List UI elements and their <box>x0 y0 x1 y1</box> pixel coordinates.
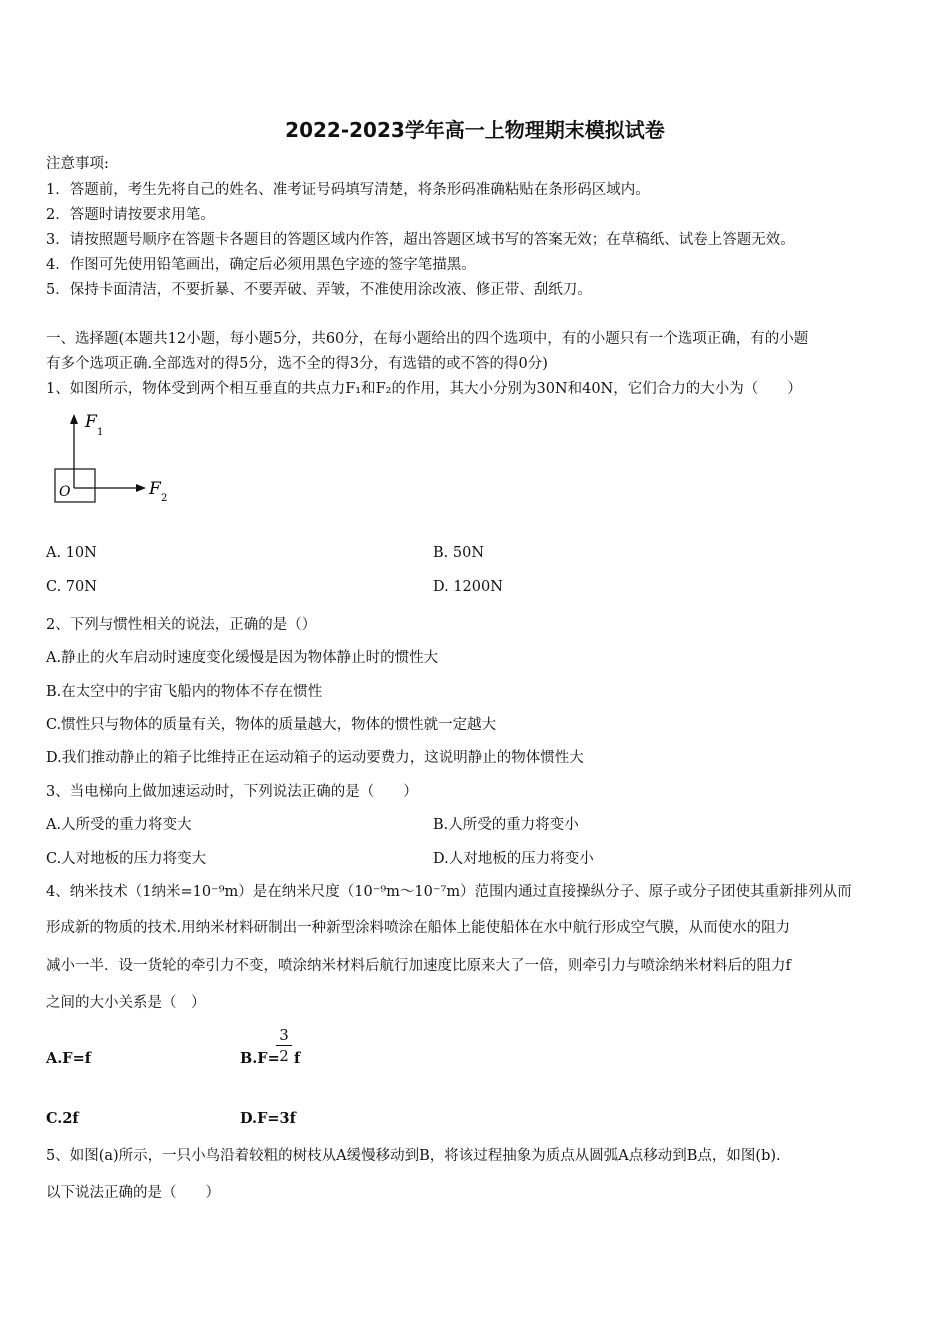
f2-label: F <box>149 479 161 499</box>
fraction-numerator: 3 <box>279 1026 289 1044</box>
q1-option-a[interactable]: A. 10N <box>46 545 97 561</box>
f1-arrowhead <box>70 414 78 424</box>
f2-subscript: 2 <box>161 493 168 504</box>
q4-option-b-suffix: f <box>294 1050 301 1067</box>
q4-stem-line3: 减小一半．设一货轮的牵引力不变，喷涂纳米材料后航行加速度比原来大了一倍，则牵引力与喷涂纳米材料后的阻力f <box>46 958 791 974</box>
q1-force-diagram <box>46 408 186 508</box>
q4-option-c[interactable]: C.2f <box>46 1110 79 1127</box>
q1-option-d[interactable]: D. 1200N <box>433 579 503 595</box>
notice-item-2: 2．答题时请按要求用笔。 <box>46 207 215 223</box>
exam-title: 2022-2023学年高一上物理期末模拟试卷 <box>285 118 665 142</box>
f1-subscript: 1 <box>97 427 104 438</box>
notice-item-3: 3．请按照题号顺序在答题卡各题目的答题区域内作答，超出答题区域书写的答案无效；在草稿纸、试卷上答题无效。 <box>46 232 795 248</box>
notice-heading: 注意事项: <box>46 156 109 172</box>
notice-item-1: 1．答题前，考生先将自己的姓名、准考证号码填写清楚，将条形码准确粘贴在条形码区域内。 <box>46 182 650 198</box>
q4-stem-line1: 4、纳米技术（1纳米=10⁻⁹m）是在纳米尺度（10⁻⁹m～10⁻⁷m）范围内通过直接操纵分子、原子或分子团使其重新排列从而 <box>46 884 852 900</box>
q1-option-c[interactable]: C. 70N <box>46 579 97 595</box>
q3-stem: 3、当电梯向上做加速运动时，下列说法正确的是（ ） <box>46 784 418 800</box>
q3-option-b[interactable]: B.人所受的重力将变小 <box>433 817 579 833</box>
q3-option-c[interactable]: C.人对地板的压力将变大 <box>46 851 207 867</box>
q4-option-b-fraction <box>276 1026 292 1065</box>
q3-option-d[interactable]: D.人对地板的压力将变小 <box>433 851 594 867</box>
section-intro-line2: 有多个选项正确.全部选对的得5分，选不全的得3分，有选错的或不答的得0分) <box>46 356 548 372</box>
f1-label: F <box>85 412 97 432</box>
q2-option-d[interactable]: D.我们推动静止的箱子比维持正在运动箱子的运动要费力，这说明静止的物体惯性大 <box>46 750 584 766</box>
q4-stem-line2: 形成新的物质的技术.用纳米材料研制出一种新型涂料喷涂在船体上能使船体在水中航行形成空气膜，从而使水的阻力 <box>46 920 791 936</box>
q2-option-a[interactable]: A.静止的火车启动时速度变化缓慢是因为物体静止时的惯性大 <box>46 650 439 666</box>
q2-stem: 2、下列与惯性相关的说法，正确的是（） <box>46 617 317 633</box>
q5-stem-line1: 5、如图(a)所示，一只小鸟沿着较粗的树枝从A缓慢移动到B，将该过程抽象为质点从圆弧A点移动到B点，如图(b). <box>46 1148 781 1164</box>
notice-item-4: 4．作图可先使用铅笔画出，确定后必须用黑色字迹的签字笔描黑。 <box>46 257 476 273</box>
origin-label: O <box>59 484 71 500</box>
section-intro-line1: 一、选择题(本题共12小题，每小题5分，共60分，在每小题给出的四个选项中，有的小题只有一个选项正确，有的小题 <box>46 331 809 347</box>
notice-item-5: 5．保持卡面清洁，不要折暴、不要弄破、弄皱，不准使用涂改液、修正带、刮纸刀。 <box>46 282 592 298</box>
q1-stem: 1、如图所示，物体受到两个相互垂直的共点力F₁和F₂的作用，其大小分别为30N和40N，它们合力的大小为（ ） <box>46 381 802 397</box>
q5-stem-line2: 以下说法正确的是（ ） <box>46 1185 220 1201</box>
q2-option-c[interactable]: C.惯性只与物体的质量有关，物体的质量越大，物体的惯性就一定越大 <box>46 717 497 733</box>
q4-option-b-prefix[interactable]: B.F= <box>240 1050 280 1067</box>
q3-option-a[interactable]: A.人所受的重力将变大 <box>46 817 192 833</box>
f2-arrowhead <box>136 484 146 492</box>
q1-option-b[interactable]: B. 50N <box>433 545 485 561</box>
q4-option-d[interactable]: D.F=3f <box>240 1110 296 1127</box>
q4-option-a[interactable]: A.F=f <box>46 1050 91 1067</box>
fraction-bar <box>276 1045 292 1046</box>
q2-option-b[interactable]: B.在太空中的宇宙飞船内的物体不存在惯性 <box>46 684 323 700</box>
fraction-denominator: 2 <box>279 1047 289 1065</box>
q4-stem-line4: 之间的大小关系是（ ） <box>46 995 206 1011</box>
